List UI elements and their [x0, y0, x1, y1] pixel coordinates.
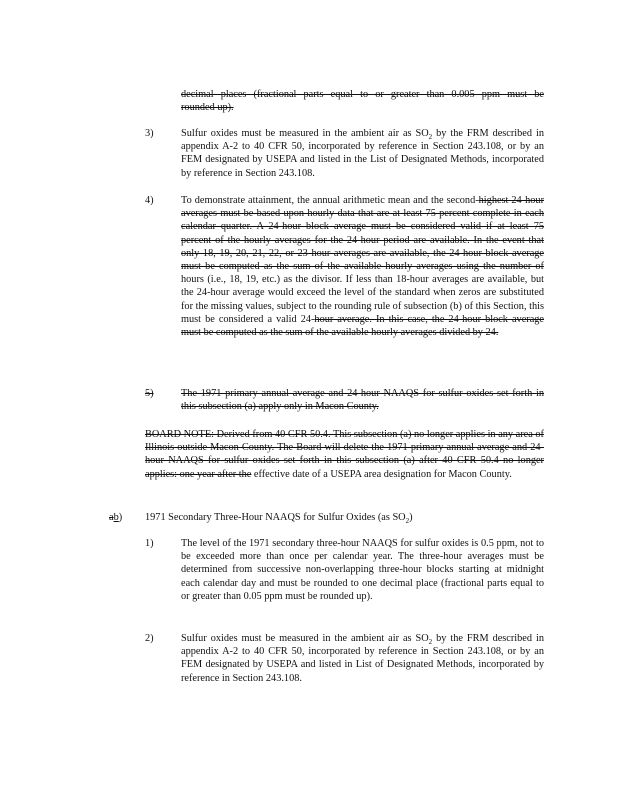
item-number-4: 4) [145, 195, 154, 206]
deleted-text: hour average. In this case, the 24-hour block average must be computed as the sum of the available hourly averages divided by 24. [181, 313, 544, 339]
secondary-item-2-text [181, 632, 544, 685]
continued-line-2: rounded up). [181, 102, 234, 114]
deleted-text: BOARD NOTE: Derived from 40 CFR 50.4. This subsection (a) no longer applies in any area of Illinois outside Macon County. The Board will delete the 1971 primary annual average and 24-hour NAAQS for sulfur oxides set forth in this subsection (a) after 40 CFR 50.4 no longer applies: one year after the [145, 429, 544, 480]
text-run: by the FRM described in appendix A-2 to 40 CFR 50, incorporated by reference in Section 243.108, or by an FEM designated by USEPA and listed in the List of Designated Methods, incorporated by reference in Section 243.108. [181, 128, 544, 179]
text-run: Sulfur oxides must be measured in the ambient air as SO [181, 633, 429, 644]
text-run: hours (i.e., 18, 19, etc.) as the divisor. If less than 18-hour averages are available, but the 24-hour average would exceed the level of the standard when zeros are substituted for the missing values, subject to the rounding rule of subsection (b) of this Section, this must be considered a valid 24- [181, 274, 544, 325]
subscript: 2 [428, 133, 433, 142]
section-label-inserted: b [113, 512, 119, 523]
item-4-text [181, 194, 544, 339]
text-run: by the FRM described in appendix A-2 to 40 CFR 50, incorporated by reference in Section 243.108, or by an FEM designated by USEPA and listed in List of Designated Methods, incorporated by reference in Section 243.108. [181, 633, 544, 684]
secondary-item-1-text [181, 537, 544, 603]
section-label [109, 511, 122, 524]
continued-line-1: decimal places (fractional parts equal to or greater than 0.005 ppm must be [181, 89, 544, 100]
text-run: effective date of a USEPA area designation for Macon County. [251, 468, 512, 480]
subscript: 2 [428, 638, 433, 647]
item-number-3: 3) [145, 128, 154, 139]
item-3-text [181, 127, 544, 180]
secondary-item-number-2: 2) [145, 633, 154, 644]
item-number-5: 5) [145, 388, 154, 399]
deleted-text: highest 24-hour averages must be based upon hourly data that are at least 75 percent complete in each calendar quarter. A 24-hour block average must be considered valid if at least 75 percent of the hourly averages for the 24-hour period are available. In the event that only 18, 19, 20, 21, 22, or 23 hour averages are available, the 24-hour block average must be computed as the sum of the available hourly averages using the number of [181, 195, 545, 273]
section-label-struck: a [109, 512, 114, 523]
section-label-close: ) [118, 512, 123, 523]
text-run: To demonstrate attainment, the annual arithmetic mean and the second- [181, 195, 479, 206]
text-run: ) [409, 512, 413, 523]
item-5-text [181, 387, 544, 413]
subscript: 2 [405, 517, 410, 526]
continued-paragraph [181, 88, 544, 114]
secondary-item-number-1: 1) [145, 538, 154, 549]
section-heading [145, 511, 545, 524]
text-run: 1971 Secondary Three-Hour NAAQS for Sulfur Oxides (as SO [145, 512, 406, 523]
text-run: Sulfur oxides must be measured in the ambient air as SO [181, 128, 429, 139]
board-note [145, 428, 544, 481]
deleted-text: The 1971 primary annual average and 24-hour NAAQS for sulfur oxides set forth in this subsection (a) apply only in Macon County. [181, 388, 544, 413]
text-run: The level of the 1971 secondary three-hour NAAQS for sulfur oxides is 0.5 ppm, not to be exceeded more than once per calendar year. The three-hour averages must be determined from successive non-overlapping three-hour blocks starting at midnight each calendar day and must be rounded to one decimal place (fractional parts equal to or greater than 0.05 ppm must be rounded up). [181, 538, 544, 602]
